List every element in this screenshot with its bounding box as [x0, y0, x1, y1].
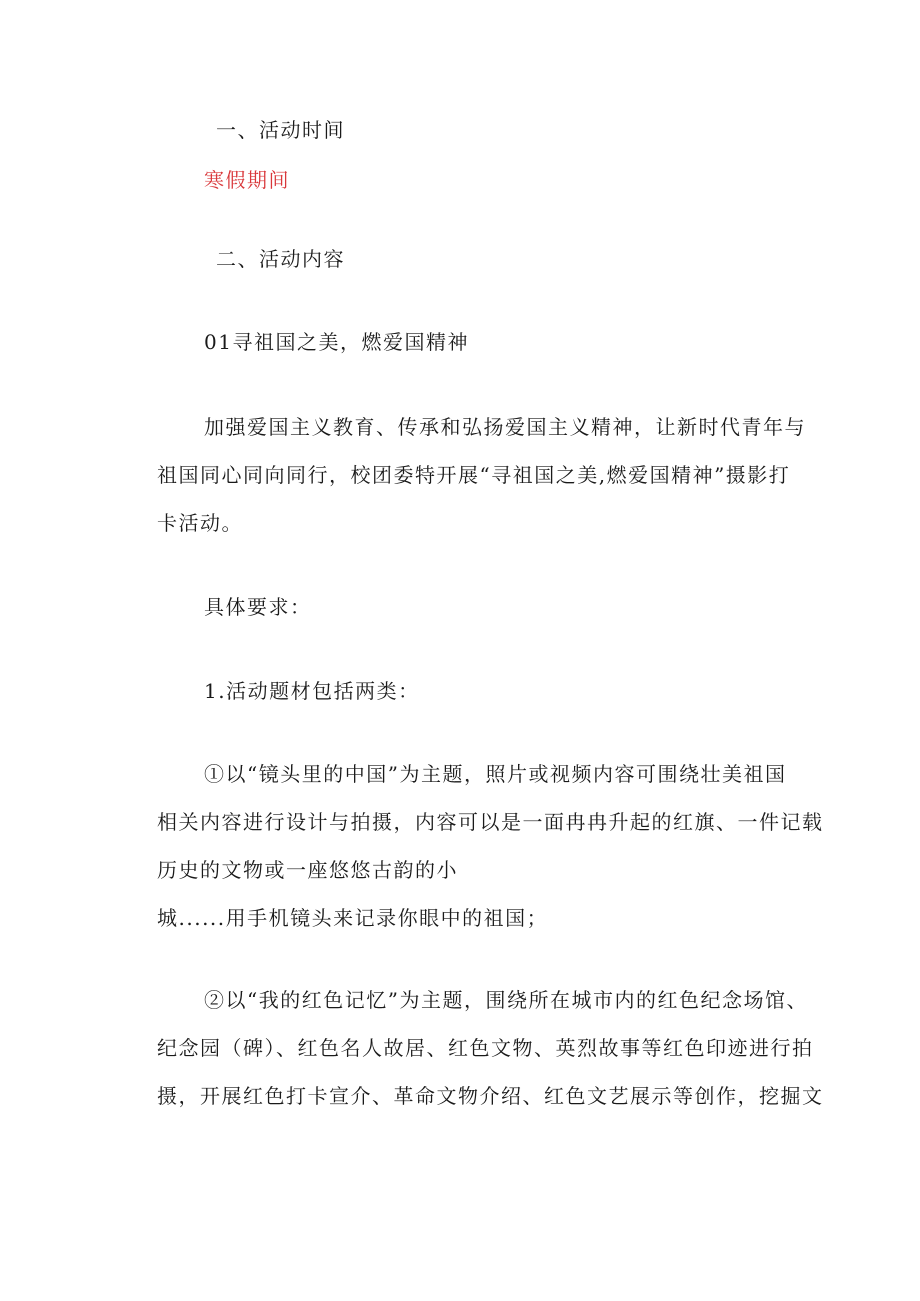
section-heading-activity-content: 二、活动内容: [216, 247, 345, 271]
theme-2-line-1: ②以“我的红色记忆”为主题，围绕所在城市内的红色纪念场馆、: [204, 988, 808, 1012]
section-heading-activity-time: 一、活动时间: [216, 118, 345, 142]
intro-paragraph-line-3: 卡活动。: [157, 511, 243, 535]
theme-1-line-3: 历史的文物或一座悠悠古韵的小: [157, 858, 458, 882]
requirements-label: 具体要求：: [204, 595, 312, 619]
intro-paragraph-line-2: 祖国同心同向同行，校团委特开展“寻祖国之美,燃爱国精神”摄影打: [157, 463, 791, 487]
item-1-label: 1.活动题材包括两类：: [204, 679, 420, 703]
activity-time-value: 寒假期间: [204, 168, 290, 192]
sub-heading-01: 01寻祖国之美，燃爱国精神: [204, 330, 469, 354]
theme-1-line-4: 城......用手机镜头来记录你眼中的祖国；: [157, 906, 549, 930]
theme-1-line-1: ①以“镜头里的中国”为主题，照片或视频内容可围绕壮美祖国: [204, 762, 787, 786]
theme-2-line-3: 摄，开展红色打卡宣介、革命文物介绍、红色文艺展示等创作，挖掘文: [157, 1084, 824, 1108]
theme-2-line-2: 纪念园（碑）、红色名人故居、红色文物、英烈故事等红色印迹进行拍: [157, 1036, 814, 1060]
theme-1-line-2: 相关内容进行设计与拍摄，内容可以是一面冉冉升起的红旗、一件记载: [157, 810, 824, 834]
intro-paragraph-line-1: 加强爱国主义教育、传承和弘扬爱国主义精神，让新时代青年与: [204, 415, 806, 439]
